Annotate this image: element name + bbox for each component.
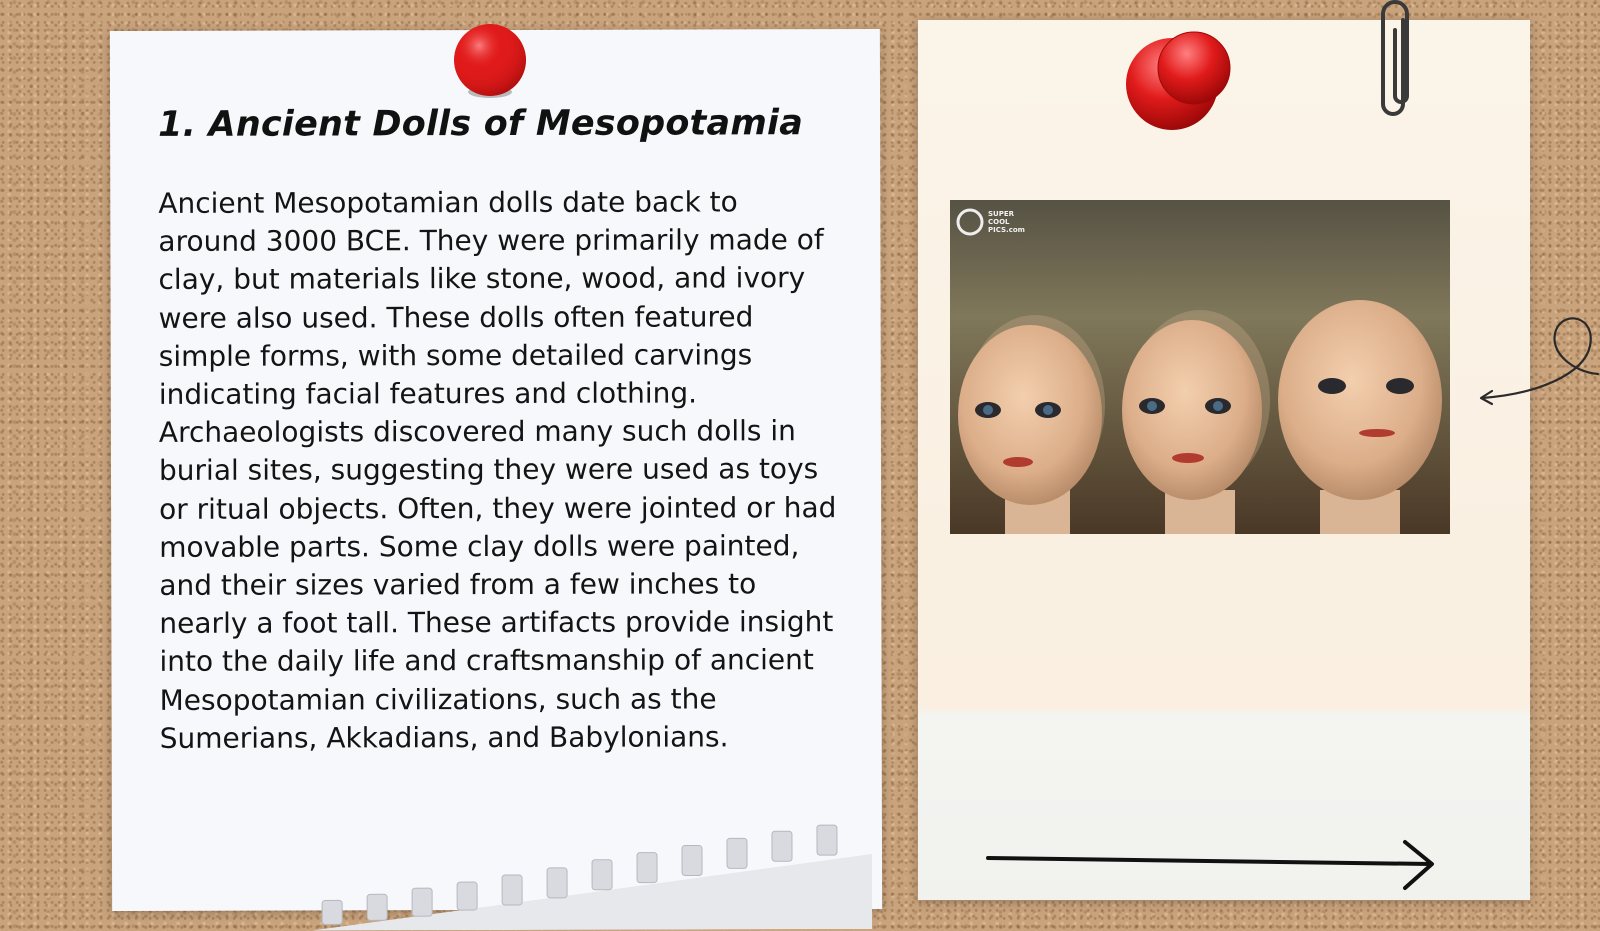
slide-body-text: Ancient Mesopotamian dolls date back to around 3000 BCE. They were primarily made of clay, but materials like stone, wood, and ivory were also used. These dolls often featured simple forms, with some detailed carvings indicating facial features and clothing. Archaeologists discovered many such dolls in burial sites, suggesting they were used as toys or ritual objects. Often, they were jointed or had movable parts. Some clay dolls were painted, and their sizes varied from a few inches to nearly a foot tall. These artifacts provide insight into the daily life and craftsmanship of ancient Mesopotamian civilizations, such as the Sumerians, Akkadians, and Babylonians.: [158, 185, 837, 755]
watermark-line-2: COOL: [988, 218, 1010, 226]
paper-clip-icon: [1375, 0, 1415, 128]
torn-paper-strip: [312, 819, 872, 930]
push-pin-icon: [448, 20, 534, 102]
text-note-card: [110, 29, 882, 911]
doll-heads-photo: [950, 200, 1450, 534]
push-pin-icon-2: [1122, 30, 1240, 134]
arrow-right-icon: [985, 838, 1445, 892]
curly-arrow-icon: [1478, 312, 1600, 412]
slide-title: 1. Ancient Dolls of Mesopotamia: [158, 103, 804, 145]
watermark-line-3: PICS.com: [988, 226, 1025, 234]
watermark-line-1: SUPER: [988, 210, 1015, 218]
